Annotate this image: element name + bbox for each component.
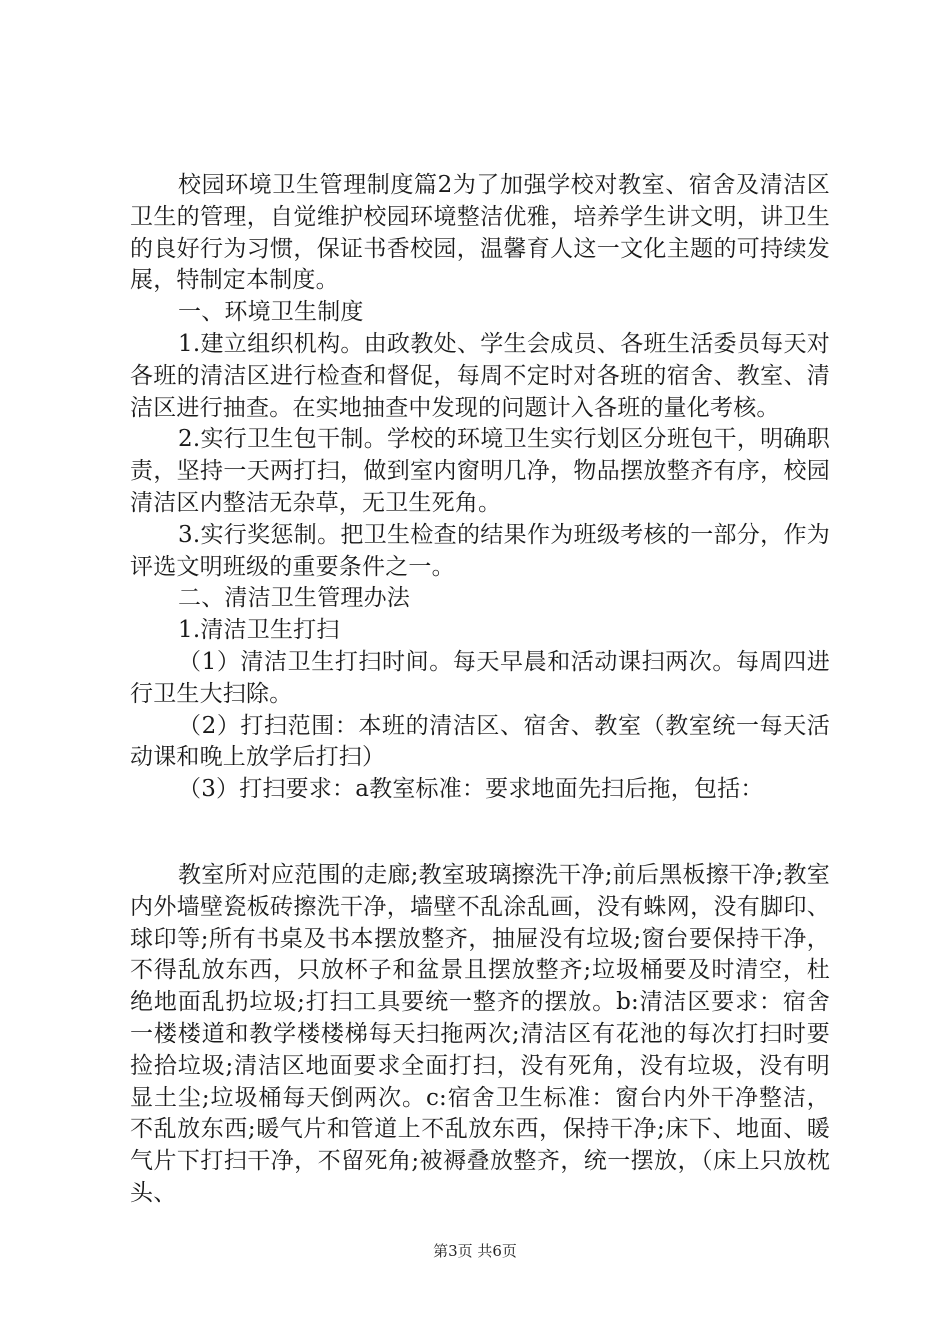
- paragraph-gap: [130, 806, 830, 860]
- paragraph-sub-1: （1）清洁卫生打扫时间。每天早晨和活动课扫两次。每周四进行卫生大扫除。: [130, 648, 830, 707]
- paragraph-sub-2: （2）打扫范围：本班的清洁区、宿舍、教室（教室统一每天活动课和晚上放学后打扫）: [130, 712, 830, 771]
- paragraph-item-3: 3.实行奖惩制。把卫生检查的结果作为班级考核的一部分，作为评选文明班级的重要条件之一。: [130, 521, 830, 580]
- paragraph-item-1: 1.建立组织机构。由政教处、学生会成员、各班生活委员每天对各班的清洁区进行检查和督促，每周不定时对各班的宿舍、教室、清洁区进行抽查。在实地抽查中发现的问题计入各班的量化考核。: [130, 330, 830, 421]
- standards-paragraph: 教室所对应范围的走廊;教室玻璃擦洗干净;前后黑板擦干净;教室内外墙壁瓷板砖擦洗干净，墙壁不乱涂乱画，没有蛛网，没有脚印、球印等;所有书桌及书本摆放整齐，抽屉没有垃圾;窗台要保持干净，不得乱放东西，只放杯子和盆景且摆放整齐;垃圾桶要及时清空，杜绝地面乱扔垃圾;打扫工具要统一整齐的摆放。b:清洁区要求：宿舍一楼楼道和教学楼楼梯每天扫拖两次;清洁区有花池的每次打扫时要捡拾垃圾;清洁区地面要求全面打扫，没有死角，没有垃圾，没有明显土尘;垃圾桶每天倒两次。c:宿舍卫生标准：窗台内外干净整洁，不乱放东西;暖气片和管道上不乱放东西，保持干净;床下、地面、暖气片下打扫干净，不留死角;被褥叠放整齐，统一摆放，（床上只放枕头、: [130, 861, 830, 1206]
- section-heading-2: 二、清洁卫生管理办法: [178, 585, 410, 612]
- section-heading-1: 一、环境卫生制度: [178, 299, 364, 326]
- paragraph-sub-3: （3）打扫要求：a教室标准：要求地面先扫后拖，包括：: [178, 776, 764, 803]
- page-number-footer: 第3页 共6页: [433, 1242, 517, 1260]
- intro-paragraph: 校园环境卫生管理制度篇2为了加强学校对教室、宿舍及清洁区卫生的管理，自觉维护校园环境整洁优雅，培养学生讲文明，讲卫生的良好行为习惯，保证书香校园，温馨育人这一文化主题的可持续发展，特制定本制度。: [130, 172, 830, 294]
- subsection-heading: 1.清洁卫生打扫: [178, 617, 340, 644]
- paragraph-item-2: 2.实行卫生包干制。学校的环境卫生实行划区分班包干，明确职责，坚持一天两打扫，做到室内窗明几净，物品摆放整齐有序，校园清洁区内整洁无杂草，无卫生死角。: [130, 426, 830, 516]
- document-body: [130, 170, 830, 1210]
